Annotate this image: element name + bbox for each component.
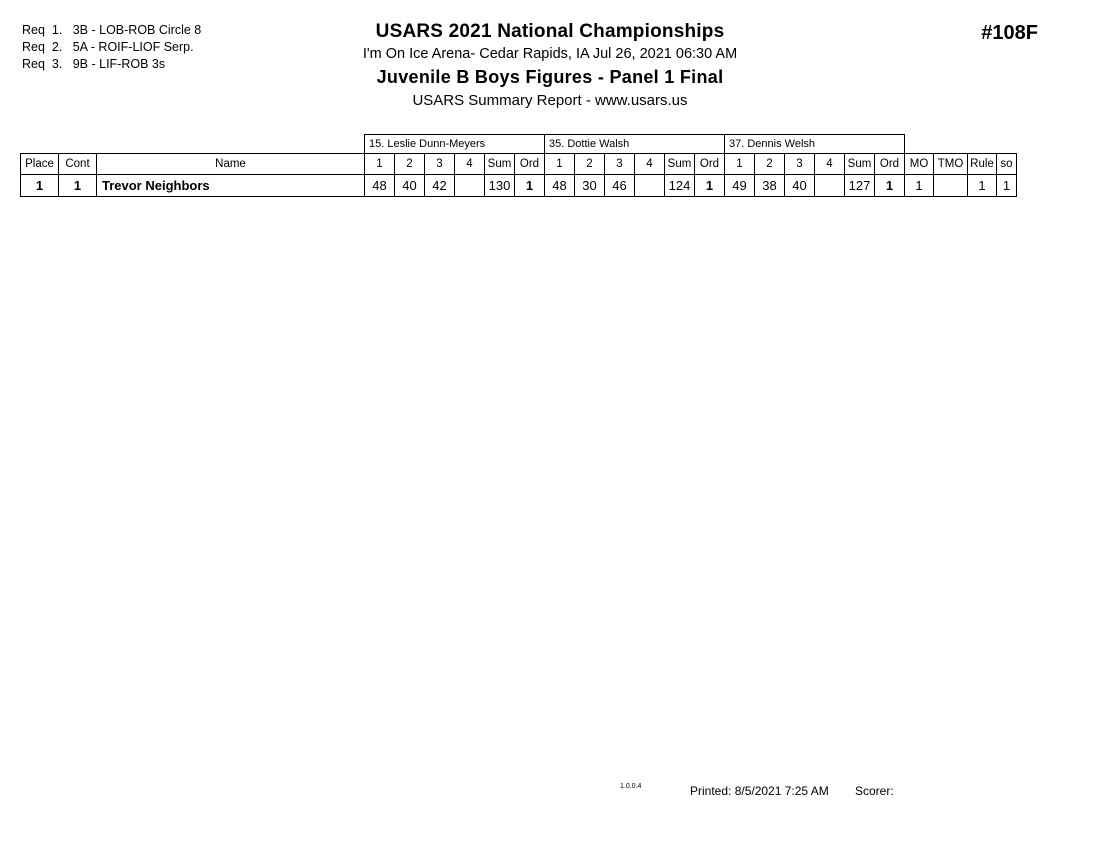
version-code: 1.0.0.4 <box>620 783 642 790</box>
judge-3-label: 37. Dennis Welsh <box>725 135 905 154</box>
header-j1-s3: 3 <box>425 154 455 175</box>
header-name: Name <box>97 154 365 175</box>
cell-mo: 1 <box>905 175 934 197</box>
cell-rule: 1 <box>968 175 997 197</box>
venue-line: I'm On Ice Arena- Cedar Rapids, IA Jul 26, 2021 06:30 AM <box>362 46 738 62</box>
cell-so: 1 <box>997 175 1017 197</box>
header-so: so <box>997 154 1017 175</box>
cell-j3-s4 <box>815 175 845 197</box>
cell-j3-s2: 38 <box>755 175 785 197</box>
cell-j3-s3: 40 <box>785 175 815 197</box>
requirement-line-2: Req 2. 5A - ROIF-LIOF Serp. <box>22 40 194 54</box>
header-j3-s1: 1 <box>725 154 755 175</box>
cell-j2-s4 <box>635 175 665 197</box>
event-number: #108F <box>981 22 1038 44</box>
judge-row-spacer-right <box>905 135 997 154</box>
cell-j1-s1: 48 <box>365 175 395 197</box>
cell-j2-s1: 48 <box>545 175 575 197</box>
header-j3-ord: Ord <box>875 154 905 175</box>
results-table-container <box>20 134 1017 197</box>
requirement-line-1: Req 1. 3B - LOB-ROB Circle 8 <box>22 23 202 37</box>
judge-row-spacer-far-right <box>997 135 1017 154</box>
scorer-label: Scorer: <box>855 784 894 798</box>
cell-j1-ord: 1 <box>515 175 545 197</box>
cell-j2-sum: 124 <box>665 175 695 197</box>
results-table <box>20 134 1017 197</box>
judge-1-label: 15. Leslie Dunn-Meyers <box>365 135 545 154</box>
header-j2-s1: 1 <box>545 154 575 175</box>
report-header <box>230 20 870 112</box>
cell-j2-s2: 30 <box>575 175 605 197</box>
header-j2-ord: Ord <box>695 154 725 175</box>
header-j1-s2: 2 <box>395 154 425 175</box>
header-place: Place <box>21 154 59 175</box>
cell-j2-s3: 46 <box>605 175 635 197</box>
cell-j1-s4 <box>455 175 485 197</box>
cell-j3-ord: 1 <box>875 175 905 197</box>
cell-place: 1 <box>21 175 59 197</box>
table-row <box>21 175 1017 197</box>
header-j1-s1: 1 <box>365 154 395 175</box>
header-j2-s4: 4 <box>635 154 665 175</box>
report-subtitle: USARS Summary Report - www.usars.us <box>412 92 688 109</box>
requirements-block <box>22 22 201 73</box>
event-title: Juvenile B Boys Figures - Panel 1 Final <box>376 67 724 87</box>
header-j2-s2: 2 <box>575 154 605 175</box>
page-title: USARS 2021 National Championships <box>375 21 725 42</box>
header-j2-sum: Sum <box>665 154 695 175</box>
column-header-row <box>21 154 1017 175</box>
judge-header-row <box>21 135 1017 154</box>
cell-j3-sum: 127 <box>845 175 875 197</box>
printed-timestamp: Printed: 8/5/2021 7:25 AM <box>690 784 829 798</box>
cell-j2-ord: 1 <box>695 175 725 197</box>
cell-j1-s3: 42 <box>425 175 455 197</box>
header-j3-s4: 4 <box>815 154 845 175</box>
judge-2-label: 35. Dottie Walsh <box>545 135 725 154</box>
header-j1-ord: Ord <box>515 154 545 175</box>
requirement-line-3: Req 3. 9B - LIF-ROB 3s <box>22 57 166 71</box>
header-cont: Cont <box>59 154 97 175</box>
header-tmo: TMO <box>934 154 968 175</box>
judge-row-spacer <box>21 135 365 154</box>
header-rule: Rule <box>968 154 997 175</box>
header-j3-s2: 2 <box>755 154 785 175</box>
header-j2-s3: 3 <box>605 154 635 175</box>
header-mo: MO <box>905 154 934 175</box>
cell-j1-s2: 40 <box>395 175 425 197</box>
cell-cont: 1 <box>59 175 97 197</box>
header-j1-sum: Sum <box>485 154 515 175</box>
cell-j3-s1: 49 <box>725 175 755 197</box>
header-j1-s4: 4 <box>455 154 485 175</box>
header-j3-s3: 3 <box>785 154 815 175</box>
cell-j1-sum: 130 <box>485 175 515 197</box>
cell-name: Trevor Neighbors <box>97 175 365 197</box>
cell-tmo <box>934 175 968 197</box>
header-j3-sum: Sum <box>845 154 875 175</box>
